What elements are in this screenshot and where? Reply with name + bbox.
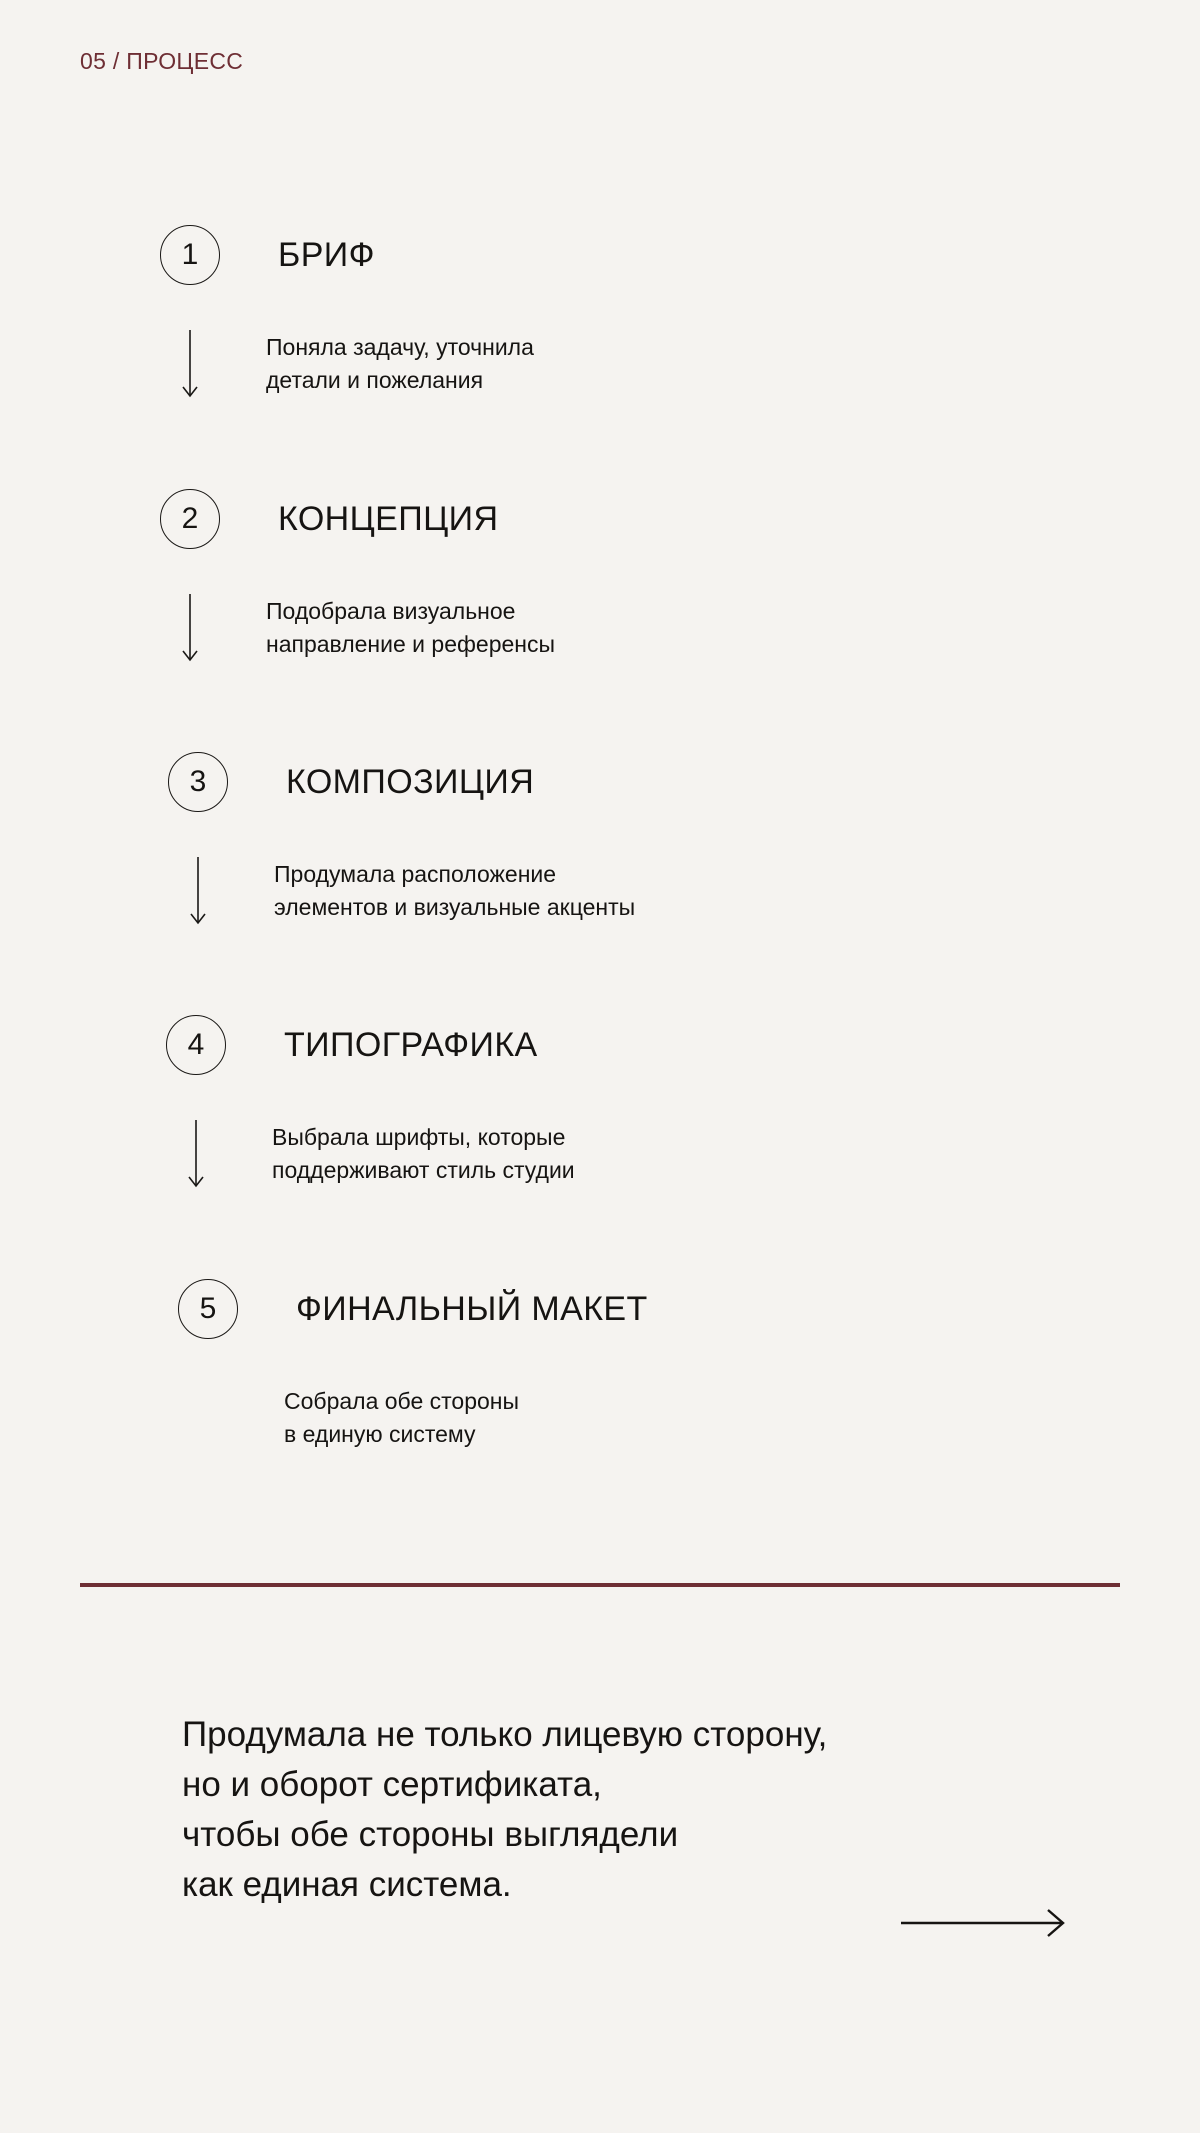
step-description-line: Выбрала шрифты, которые — [272, 1124, 566, 1150]
closing-statement — [182, 1710, 827, 1910]
step-description — [274, 858, 635, 924]
step-title: ФИНАЛЬНЫЙ МАКЕТ — [296, 1290, 648, 1328]
step-description-line: элементов и визуальные акценты — [274, 894, 636, 920]
arrow-down-icon — [186, 856, 210, 926]
step-title: ТИПОГРАФИКА — [284, 1026, 538, 1064]
closing-line: Продумала не только лицевую сторону, — [182, 1715, 828, 1754]
step-number-circle: 5 — [178, 1279, 238, 1339]
section-divider — [80, 1583, 1120, 1587]
step-description-line: поддерживают стиль студии — [272, 1157, 575, 1183]
step-description-line: направление и референсы — [266, 631, 556, 657]
step-description-line: детали и пожелания — [266, 367, 484, 393]
arrow-down-icon — [184, 1119, 208, 1189]
closing-line: как единая система. — [182, 1865, 512, 1904]
step-number-circle: 3 — [168, 752, 228, 812]
step-number-circle: 2 — [160, 489, 220, 549]
closing-line: чтобы обе стороны выглядели — [182, 1815, 679, 1854]
closing-line: но и оборот сертификата, — [182, 1765, 602, 1804]
arrow-right-icon[interactable] — [900, 1905, 1066, 1941]
step-title: БРИФ — [278, 236, 375, 274]
step-number-circle: 1 — [160, 225, 220, 285]
step-description — [272, 1121, 575, 1187]
step-description-line: Поняла задачу, уточнила — [266, 334, 534, 360]
step-title: КОМПОЗИЦИЯ — [286, 763, 535, 801]
step-description — [284, 1385, 519, 1451]
arrow-down-icon — [178, 329, 202, 399]
step-description — [266, 331, 534, 397]
step-description-line: Подобрала визуальное — [266, 598, 516, 624]
step-description-line: Продумала расположение — [274, 861, 557, 887]
step-number-circle: 4 — [166, 1015, 226, 1075]
step-title: КОНЦЕПЦИЯ — [278, 500, 499, 538]
section-label: 05 / ПРОЦЕСС — [80, 48, 244, 74]
step-description-line: Собрала обе стороны — [284, 1388, 520, 1414]
step-description-line: в единую систему — [284, 1421, 476, 1447]
step-description — [266, 595, 555, 661]
arrow-down-icon — [178, 593, 202, 663]
